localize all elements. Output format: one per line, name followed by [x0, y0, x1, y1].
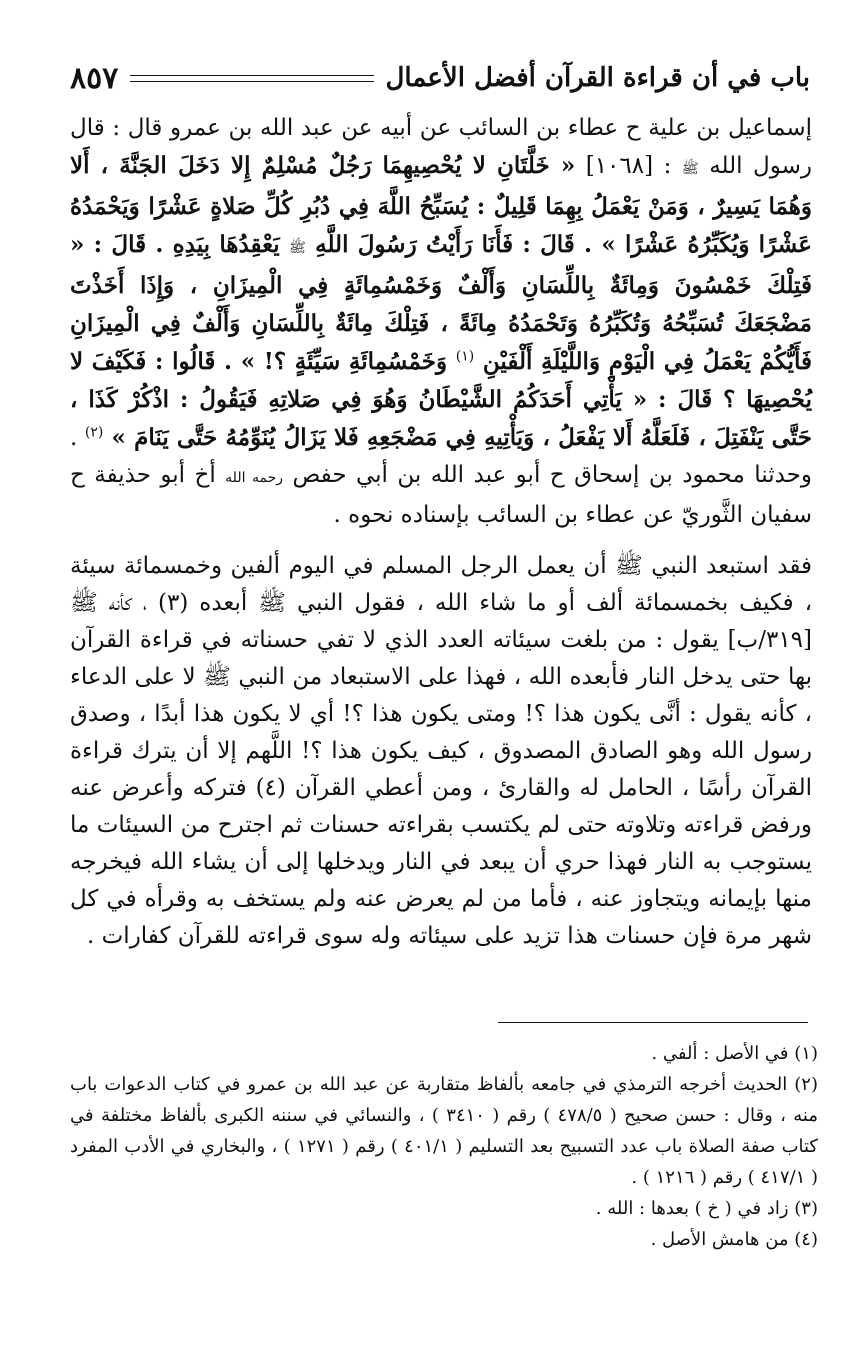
- isnad-text: أخ أبو حذيفة ح سفيان الثَّوريّ عن عطاء بن السائب بإسناده نحوه .: [70, 462, 812, 528]
- footnote-separator: [498, 1022, 808, 1023]
- footnote-ref: (٢): [84, 424, 104, 441]
- footnote-2: (٢) الحديث أخرجه الترمذي في جامعه بألفاظ متقاربة عن عبد الله بن عمرو في كتاب الدعوات باب منه ، وقال : حسن صحيح ( ٤٧٨/٥ ) رقم ( ٣٤١٠ ) ، والنسائي في سننه الكبرى بألفاظ مختلفة في كتاب صفة الصلاة باب عدد التسبيح بعد التسليم ( ٤٠١/١ ) رقم ( ١٢٧١ ) ، والبخاري في الأدب المفرد ( ٤١٧/١ ) رقم ( ١٢١٦ ) .: [70, 1074, 818, 1188]
- footnote-3: (٣) زاد في ( خ ) بعدها : الله .: [595, 1198, 818, 1219]
- hadith-text: يَعْقِدُهَا بِيَدِهِ . قَالَ : « فَتِلْكَ خَمْسُونَ وَمِائَةٌ بِاللِّسَانِ وَأَلْفٌ وَخَمْسُمِائَةٍ فِي الْمِيزَانِ ، وَإِذَا أَخَذْتَ مَضْجَعَكَ تُسَبِّحُهُ وَتُكَبِّرُهُ وَتَحْمَدُهُ مِائَةً ، فَتِلْكَ مِائَةٌ بِاللِّسَانِ وَأَلْفٌ فِي الْمِيزَانِ فَأَيُّكُمْ يَعْمَلُ فِي الْيَوْمِ وَاللَّيْلَةِ أَلْفَيْنِ: [70, 231, 812, 375]
- chapter-title: باب في أن قراءة القرآن أفضل الأعمال: [385, 63, 810, 93]
- footnote-4: (٤) من هامش الأصل .: [650, 1229, 818, 1250]
- hadith-text: وَخَمْسُمِائَةِ سَيِّئَةٍ ؟! » . قَالُوا : فَكَيْفَ لا يُحْصِيهَا ؟ قَالَ : « يَأْتِي أَحَدَكُمُ الشَّيْطَانُ وَهُوَ فِي صَلاتِهِ فَيَقُولُ : اذْكُرْ كَذَا ، حَتَّى يَنْفَتِلَ ، فَلَعَلَّهُ أَلا يَفْعَلُ ، وَيَأْتِيهِ فِي مَضْجَعِهِ فَلا يَزَالُ يُنَوِّمُهُ حَتَّى يَنَامَ »: [70, 348, 813, 451]
- footnote-ref: (١): [455, 348, 475, 365]
- footnote-1: (١) في الأصل : ألفي .: [651, 1043, 818, 1064]
- isnad-text: . وحدثنا محمود بن إسحاق ح أبو عبد الله بن أبي حفص: [70, 425, 812, 488]
- hadith-text: « خَلَّتَانِ لا يُحْصِيهِمَا رَجُلٌ مُسْلِمٌ إِلا دَخَلَ الجَنَّةَ ، أَلا وَهُمَا يَسِيرٌ ، وَمَنْ يَعْمَلُ بِهِمَا قَلِيلٌ : يُسَبِّحُ اللَّهَ فِي دُبُرِ كُلِّ صَلاةٍ عَشْرًا وَيَحْمَدُهُ عَشْرًا وَيُكَبِّرُهُ عَشْرًا » . قَالَ : فَأَنَا رَأَيْتُ رَسُولَ اللَّهِ: [70, 152, 813, 258]
- header-rule: [130, 75, 373, 82]
- footnotes: [70, 1038, 818, 1255]
- isnad-text: إسماعيل بن علية ح عطاء بن السائب عن أبيه عن عبد الله بن عمرو قال : قال رسول الله: [70, 115, 812, 179]
- paragraph-hadith: [70, 110, 812, 534]
- salla-glyph: ﷺ: [288, 240, 306, 256]
- page-header: [70, 58, 810, 98]
- salla-glyph: ﷺ: [681, 161, 699, 177]
- main-text: [70, 110, 812, 955]
- hadith-number: : [١٠٦٨]: [575, 153, 682, 179]
- rahimahullah-glyph: رحمه الله: [225, 470, 284, 486]
- paragraph-commentary: فقد استبعد النبي ﷺ أن يعمل الرجل المسلم في اليوم ألفين وخمسمائة سيئة ، فكيف بخمسمائة ألف أو ما شاء الله ، فقول النبي ﷺ أبعده (٣) ، كأنه ﷺ [٣١٩/ب] يقول : من بلغت سيئاته العدد الذي لا تفي حسناته في قراءة القرآن بها حتى يدخل النار فأبعده الله ، فهذا على الاستبعاد من النبي ﷺ لا على الدعاء ، كأنه يقول : أنَّى يكون هذا ؟! ومتى يكون هذا ؟! أي لا يكون هذا أبدًا ، وصدق رسول الله وهو الصادق المصدوق ، كيف يكون هذا ؟! اللَّهم إلا أن يترك قراءة القرآن رأسًا ، الحامل له والقارئ ، ومن أعطي القرآن (٤) فتركه وأعرض عنه ورفض قراءته وتلاوته حتى لم يكتسب بقراءته حسنات ثم اجترح من السيئات ما يستوجب به النار فهذا حري أن يبعد في النار ويدخلها إلى أن يشاء الله فيخرجه منها بإيمانه ويتجاوز عنه ، فأما من لم يعرض عنه ولم يستخف به وقرأه في كل شهر مرة فإن حسنات هذا تزيد على سيئاته وله سوى قراءته للقرآن كفارات .: [70, 553, 813, 949]
- page-number: ٨٥٧: [70, 60, 119, 96]
